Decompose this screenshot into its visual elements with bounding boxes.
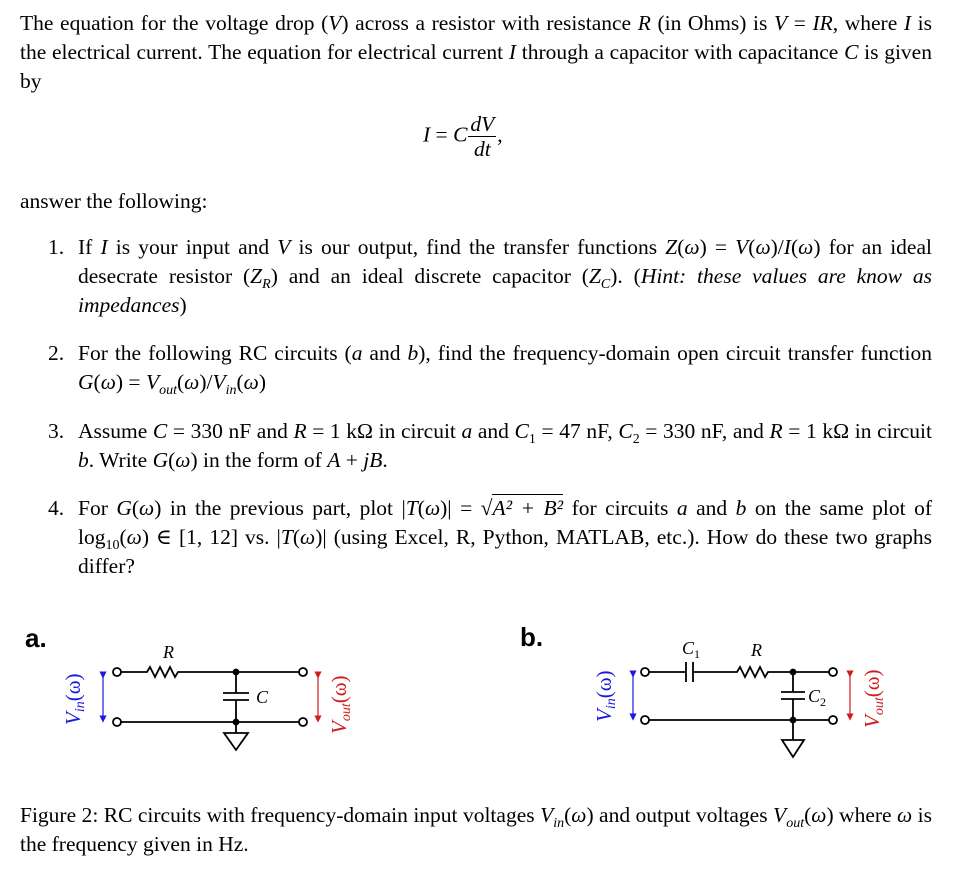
text-run: ) ∈ [1, 12] vs. | xyxy=(141,525,281,549)
math-run: in xyxy=(225,383,237,398)
math-run: b xyxy=(407,341,419,365)
text-run: ( xyxy=(677,235,685,259)
intro-paragraph xyxy=(20,9,932,96)
text-run: ). ( xyxy=(610,264,641,288)
math-run: G xyxy=(116,496,132,520)
math-run: ω xyxy=(100,370,116,394)
ground-icon xyxy=(224,733,248,750)
question-item-4 xyxy=(48,494,932,581)
vin-label-a: Vin(ω) xyxy=(61,673,88,725)
terminal xyxy=(299,718,307,726)
text-run: (in Ohms) is xyxy=(650,11,774,35)
math-run: G xyxy=(78,370,94,394)
math-run: b xyxy=(78,448,89,472)
math-run: ω xyxy=(300,525,316,549)
math-run: out xyxy=(786,816,805,831)
eq-lhs: I xyxy=(423,122,431,147)
question-item-2 xyxy=(48,339,932,397)
text-run: ) in the previous part, plot | xyxy=(154,496,406,520)
text-run: ( xyxy=(804,803,812,827)
math-run: R xyxy=(637,11,651,35)
item-text xyxy=(78,233,932,320)
circuit-figure xyxy=(0,610,964,790)
item-number: 1. xyxy=(48,235,65,259)
text-run: ( xyxy=(176,370,185,394)
eq-coef: C xyxy=(453,122,468,147)
text-run: )/ xyxy=(770,235,784,259)
math-run: ω xyxy=(175,448,191,472)
text-run: ) and an ideal discrete capacitor ( xyxy=(270,264,589,288)
math-run: C xyxy=(514,419,529,443)
text-run: is our output, find the transfer functions xyxy=(290,235,666,259)
math-run: V xyxy=(145,370,160,394)
text-run: ( xyxy=(93,370,101,394)
text-run: and xyxy=(362,341,408,365)
math-run: I xyxy=(903,11,912,35)
text-run: ( xyxy=(119,525,127,549)
label-c2-b: $C_2$ xyxy=(808,686,827,709)
math-run: a xyxy=(676,496,688,520)
text-run: is your input and xyxy=(107,235,278,259)
vin-label-b: Vin(ω) xyxy=(592,670,619,722)
math-run: ω xyxy=(243,370,259,394)
text-run: Assume xyxy=(78,419,153,443)
item-text xyxy=(78,339,932,397)
text-run: answer the following: xyxy=(20,189,208,213)
math-run: V xyxy=(277,235,291,259)
wire-top xyxy=(649,662,829,682)
text-run: on the same plot of log xyxy=(78,496,932,549)
math-run: ω xyxy=(184,370,200,394)
text-run: = 1 kΩ in circuit xyxy=(782,419,932,443)
math-run: IR xyxy=(812,11,833,35)
math-run: ω xyxy=(424,496,441,520)
eq-equals: = xyxy=(430,122,454,147)
math-run: R xyxy=(293,419,307,443)
math-run: 2 xyxy=(632,432,640,447)
text-run: is the frequency given in Hz. xyxy=(20,803,932,856)
math-run: V xyxy=(735,235,749,259)
text-run: . xyxy=(382,448,388,472)
eq-fraction xyxy=(468,112,496,161)
text-run: and xyxy=(687,496,736,520)
text-run: For the following RC circuits ( xyxy=(78,341,352,365)
math-run: A² + B² xyxy=(492,496,564,520)
text-run: is given by xyxy=(20,40,932,93)
math-run: out xyxy=(159,383,177,398)
label-r-a: R xyxy=(163,642,174,662)
eq-numerator: dV xyxy=(470,112,495,136)
text-run: )| = √ xyxy=(440,496,493,520)
vout-label-b: Vout(ω) xyxy=(860,669,887,728)
text-run: = xyxy=(787,11,813,35)
text-run: = 47 nF, xyxy=(535,419,619,443)
math-run: V xyxy=(540,803,554,827)
math-run: C xyxy=(152,419,168,443)
eq-denominator: dt xyxy=(473,137,491,161)
question-item-1 xyxy=(48,233,932,320)
label-c-a: C xyxy=(256,687,269,707)
math-run: Z xyxy=(588,264,601,288)
text-run: and xyxy=(472,419,515,443)
text-run: ) where xyxy=(826,803,898,827)
item-number: 4. xyxy=(48,496,65,520)
item-text xyxy=(78,417,932,475)
math-run: R xyxy=(769,419,783,443)
text-run: = 1 kΩ in circuit xyxy=(306,419,462,443)
math-run: ω xyxy=(139,496,155,520)
math-run: ω xyxy=(684,235,700,259)
math-run: G xyxy=(152,448,169,472)
terminal xyxy=(113,718,121,726)
text-run: through a capacitor with capacitance xyxy=(516,40,845,64)
math-run: ω xyxy=(126,525,142,549)
text-run: is the electrical current. The equation for electrical current xyxy=(20,11,932,64)
math-run: jB xyxy=(363,448,383,472)
math-run: C xyxy=(618,419,633,443)
math-run: ω xyxy=(811,803,827,827)
panel-label-b: b. xyxy=(520,622,544,652)
text-run: ( xyxy=(236,370,244,394)
text-run: ( xyxy=(790,235,799,259)
math-run: I xyxy=(508,40,517,64)
vout-label-a: Vout(ω) xyxy=(327,675,354,734)
text-run: )| (using Excel, R, Python, MATLAB, etc.). How do these two graphs differ? xyxy=(78,525,932,578)
math-run: A xyxy=(327,448,341,472)
text-run: ( xyxy=(292,525,301,549)
wire-top xyxy=(121,667,299,677)
math-run: V xyxy=(774,11,788,35)
math-run: 10 xyxy=(105,538,120,553)
ground-icon xyxy=(782,740,804,757)
text-run: ) for an ideal desecrate resistor ( xyxy=(78,235,932,288)
eq-trailing-comma: , xyxy=(497,122,503,147)
math-run: Z xyxy=(250,264,263,288)
math-run: a xyxy=(461,419,473,443)
math-run: Z xyxy=(665,235,678,259)
math-run: V xyxy=(773,803,787,827)
math-run: C xyxy=(600,277,611,292)
text-run: ) across a resistor with resistance xyxy=(341,11,638,35)
text-run: ) in the form of xyxy=(190,448,328,472)
text-run: ( xyxy=(748,235,756,259)
math-run: I xyxy=(100,235,108,259)
panel-label-a: a. xyxy=(25,623,47,653)
text-run: The equation for the voltage drop ( xyxy=(20,11,329,35)
text-run: ( xyxy=(168,448,176,472)
item-number: 2. xyxy=(48,341,65,365)
math-run: I xyxy=(783,235,791,259)
text-run: = 330 nF and xyxy=(167,419,294,443)
text-run: = 330 nF, and xyxy=(639,419,770,443)
math-run: Hint: these values are know as impedances xyxy=(78,264,932,317)
math-run: ω xyxy=(897,803,913,827)
math-run: V xyxy=(328,11,342,35)
text-run: ) = xyxy=(699,235,736,259)
math-run: T xyxy=(405,496,418,520)
math-run: 1 xyxy=(528,432,536,447)
math-run: R xyxy=(262,277,271,292)
text-run: ) = xyxy=(115,370,146,394)
item-text xyxy=(78,494,932,581)
text-run: , where xyxy=(832,11,904,35)
capacitor-c2 xyxy=(781,672,805,740)
math-run: in xyxy=(553,816,565,831)
terminal xyxy=(299,668,307,676)
label-c1-b: $C_1$ xyxy=(682,638,701,661)
question-item-3 xyxy=(48,417,932,475)
text-run: )/ xyxy=(199,370,213,394)
math-run: V xyxy=(212,370,226,394)
text-run: + xyxy=(340,448,364,472)
text-run: ) xyxy=(258,370,267,394)
figure-caption xyxy=(20,801,932,859)
text-run: ), find the frequency-domain open circuit transfer function xyxy=(418,341,932,365)
text-run: for circuits xyxy=(563,496,677,520)
text-run: . Write xyxy=(88,448,153,472)
text-run: ( xyxy=(131,496,140,520)
answer-prompt xyxy=(20,187,932,216)
math-run: ω xyxy=(571,803,587,827)
math-run: ω xyxy=(798,235,814,259)
math-run: T xyxy=(280,525,293,549)
text-run: ( xyxy=(564,803,572,827)
math-run: a xyxy=(351,341,363,365)
label-r-b: R xyxy=(751,640,762,660)
text-run: Figure 2: RC circuits with frequency-domain input voltages xyxy=(20,803,541,827)
text-run: For xyxy=(78,496,117,520)
math-run: ω xyxy=(755,235,771,259)
math-run: b xyxy=(735,496,747,520)
text-run: ) and output voltages xyxy=(586,803,774,827)
text-run: If xyxy=(78,235,101,259)
text-run: ) xyxy=(179,293,187,317)
math-run: C xyxy=(844,40,859,64)
text-run: ( xyxy=(417,496,425,520)
capacitor-current-equation xyxy=(423,112,503,172)
item-number: 3. xyxy=(48,419,65,443)
terminal xyxy=(113,668,121,676)
